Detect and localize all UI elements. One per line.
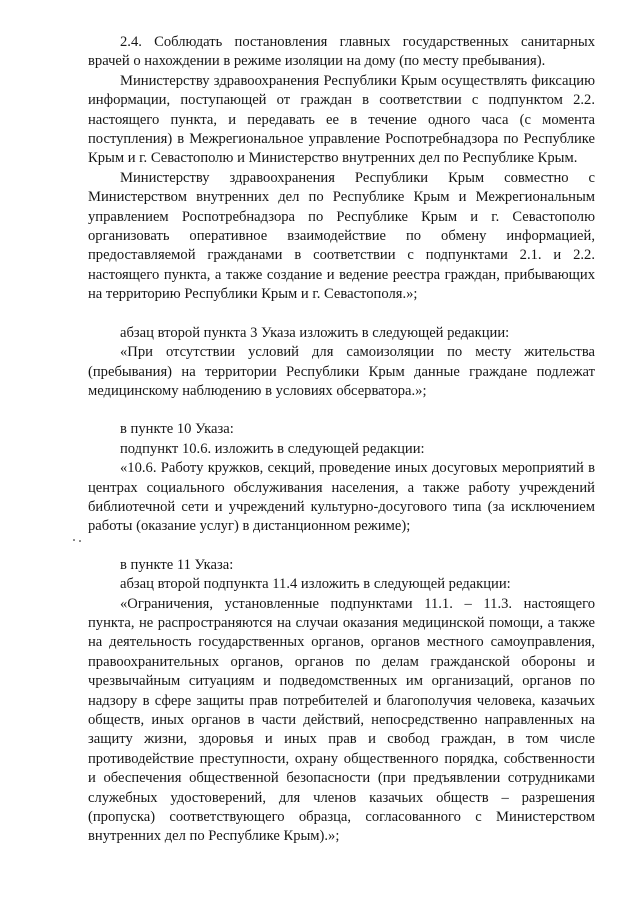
- paragraph: абзац второй подпункта 11.4 изложить в следующей редакции:: [120, 576, 511, 593]
- section-point-11: [88, 556, 595, 847]
- section-item-2-4: [88, 33, 595, 305]
- paragraph: Министерству здравоохранения Республики Крым осуществлять фиксацию информации, поступающей от граждан в соответствии с подпунктом 2.2. настоящего пункта, и передавать ее в течение одного часа (с момента поступления) в Межрегиональное управление Роспотребнадзора по Республике Крым и г. Севастополю и Министерство внутренних дел по Республике Крым.: [88, 72, 595, 167]
- section-point-3: [88, 324, 595, 402]
- paragraph: в пункте 10 Указа:: [120, 421, 234, 438]
- paragraph: «При отсутствии условий для самоизоляции по месту жительства (пребывания) на территории Республики Крым данные граждане подлежат медицинскому наблюдению в условиях обсерватора.»;: [88, 344, 595, 399]
- paragraph: подпункт 10.6. изложить в следующей редакции:: [120, 440, 425, 457]
- paragraph: «Ограничения, установленные подпунктами 11.1. – 11.3. настоящего пункта, не распространяются на случаи оказания медицинской помощи, а также на деятельность государственных органов, органов местного самоуправления, правоохранительных органов, органов по делам гражданской обороны и чрезвычайным ситуациям и подведомственных им организаций, органов по надзору в сфере защиты прав потребителей и благополучия человека, казачьих обществ, иных органов в части действий, непосредственно направленных на защиту жизни, здоровья и иных прав и свобод граждан, в том числе противодействие преступности, охрану общественного порядка, собственности и обеспечения общественной безопасности (при предъявлении сотрудниками служебных удостоверений, для членов казачьих обществ – разрешения (пропуска) соответствующего образца, согласованного с Министерством внутренних дел по Республике Крым).»;: [88, 595, 595, 845]
- paragraph: в пункте 11 Указа:: [120, 556, 234, 573]
- paragraph: «10.6. Работу кружков, секций, проведение иных досуговых мероприятий в центрах социального обслуживания населения, а также работу учреждений библиотечной сети и учреждений культурно-досугового типа (за исключением работы (оказание услуг) в дистанционном режиме);: [88, 460, 595, 535]
- paragraph-gap: [88, 537, 595, 556]
- scan-speck: [79, 540, 81, 542]
- paragraph-gap: [88, 401, 595, 420]
- paragraph-gap: [88, 305, 595, 324]
- section-point-10: [88, 420, 595, 536]
- paragraph: абзац второй пункта 3 Указа изложить в следующей редакции:: [120, 324, 510, 341]
- paragraph: 2.4. Соблюдать постановления главных государственных санитарных врачей о нахождении в режиме изоляции на дому (по месту пребывания).: [88, 34, 595, 70]
- paragraph: Министерству здравоохранения Республики Крым совместно с Министерством внутренних дел по Республике Крым и Межрегиональным управлением Роспотребнадзора по Республике Крым и г. Севастополю организовать оперативное взаимодействие по обмену информацией, предоставляемой гражданами в соответствии с подпунктами 2.1. и 2.2. настоящего пункта, а также создание и ведение реестра граждан, прибывающих на территорию Республики Крым и г. Севастополя.»;: [88, 169, 595, 303]
- document-page: [88, 33, 595, 847]
- scan-speck: [73, 539, 75, 541]
